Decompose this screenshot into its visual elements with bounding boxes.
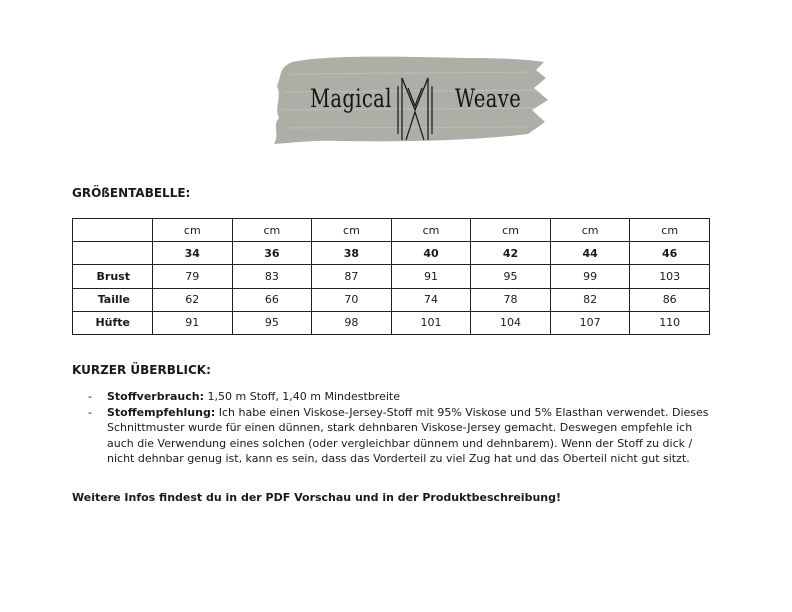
size-table [72, 218, 710, 335]
list-item [88, 405, 710, 467]
unit-row [73, 219, 710, 242]
value-cell: 91 [153, 311, 233, 334]
value-cell: 91 [391, 265, 471, 288]
value-cell: 82 [550, 288, 630, 311]
unit-cell: cm [630, 219, 710, 242]
item-text: 1,50 m Stoff, 1,40 m Mindestbreite [204, 390, 400, 403]
table-row [73, 265, 710, 288]
value-cell: 103 [630, 265, 710, 288]
value-cell: 70 [312, 288, 392, 311]
size-cell: 36 [232, 242, 312, 265]
value-cell: 62 [153, 288, 233, 311]
value-cell: 107 [550, 311, 630, 334]
row-label: Taille [73, 288, 153, 311]
value-cell: 86 [630, 288, 710, 311]
row-label: Hüfte [73, 311, 153, 334]
size-cell: 44 [550, 242, 630, 265]
value-cell: 74 [391, 288, 471, 311]
size-cell: 40 [391, 242, 471, 265]
table-row [73, 288, 710, 311]
unit-cell: cm [550, 219, 630, 242]
value-cell: 78 [471, 288, 551, 311]
size-cell: 46 [630, 242, 710, 265]
value-cell: 98 [312, 311, 392, 334]
overview-list [88, 389, 710, 467]
size-row [73, 242, 710, 265]
item-text: Ich habe einen Viskose-Jersey-Stoff mit 95% Viskose und 5% Elasthan verwendet. Dieses Schnittmuster wurde für einen dünnen, stark dehnbaren Viskose-Jersey gemacht. Deswegen empfehle ich auch die Verwendung eines solchen (oder vergleichbar dünnem und dehnbarem). Wenn der Stoff zu dick / nicht dehnbar genug ist, kann es sein, dass das Vorderteil zu viel Zug hat und das Oberteil nicht gut sitzt. [107, 405, 709, 465]
value-cell: 95 [232, 311, 312, 334]
value-cell: 99 [550, 265, 630, 288]
overview-title: KURZER ÜBERBLICK: [72, 363, 211, 377]
value-cell: 95 [471, 265, 551, 288]
bullet-dash: - [88, 405, 92, 419]
footer-note: Weitere Infos findest du in der PDF Vorschau und in der Produktbeschreibung! [72, 491, 561, 504]
value-cell: 104 [471, 311, 551, 334]
brand-name-left: Magical [310, 84, 392, 113]
value-cell: 87 [312, 265, 392, 288]
unit-cell: cm [471, 219, 551, 242]
unit-cell: cm [391, 219, 471, 242]
value-cell: 66 [232, 288, 312, 311]
unit-cell: cm [153, 219, 233, 242]
brand-logo [270, 48, 550, 158]
bullet-dash: - [88, 390, 92, 403]
corner-cell [73, 242, 153, 265]
unit-cell: cm [232, 219, 312, 242]
size-table-title: GRÖßENTABELLE: [72, 186, 191, 200]
table-row [73, 311, 710, 334]
brand-name-right: Weave [455, 84, 522, 113]
unit-cell: cm [312, 219, 392, 242]
list-item [88, 389, 710, 405]
size-cell: 34 [153, 242, 233, 265]
size-cell: 42 [471, 242, 551, 265]
size-cell: 38 [312, 242, 392, 265]
value-cell: 83 [232, 265, 312, 288]
value-cell: 101 [391, 311, 471, 334]
row-label: Brust [73, 265, 153, 288]
corner-cell [73, 219, 153, 242]
value-cell: 79 [153, 265, 233, 288]
item-label: Stoffverbrauch: [107, 390, 205, 403]
value-cell: 110 [630, 311, 710, 334]
item-label: Stoffempfehlung: [107, 405, 216, 419]
